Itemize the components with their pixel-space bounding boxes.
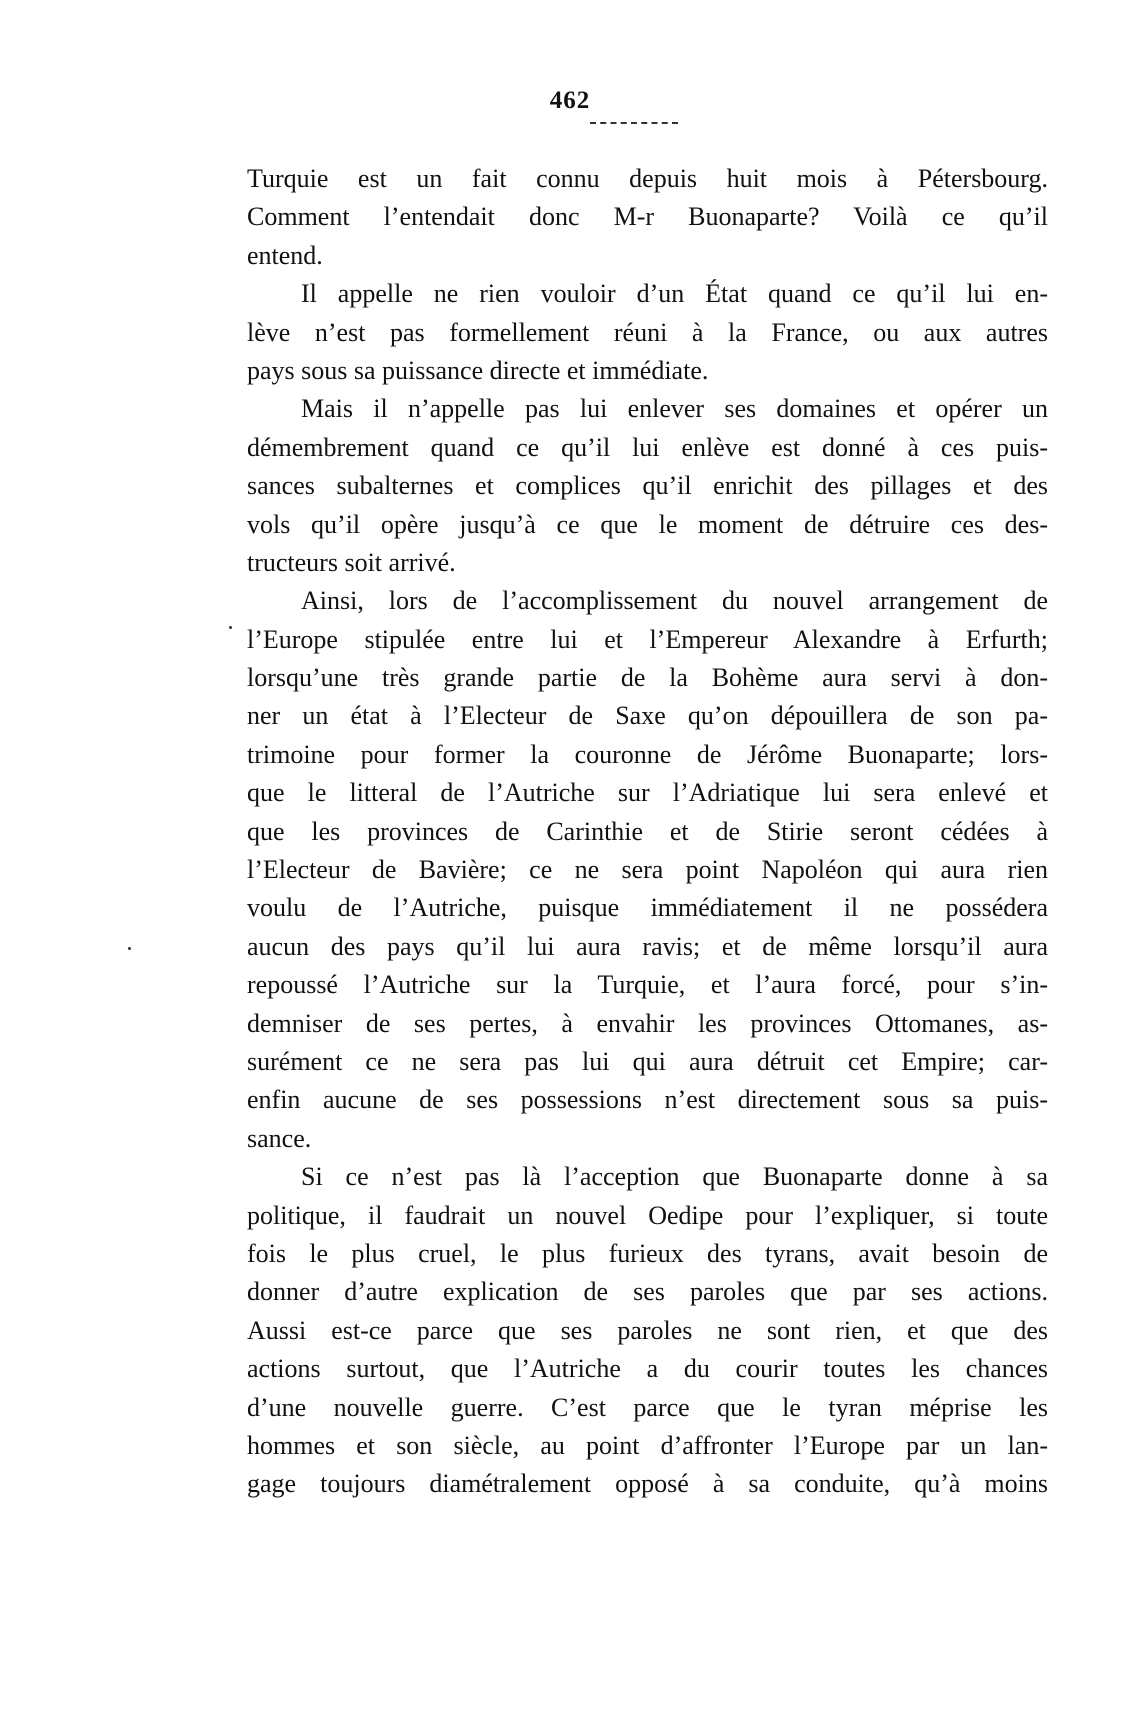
text-line: donner d’autre explication de ses paroles que par ses actions. xyxy=(247,1277,1048,1307)
text-line: repoussé l’Autriche sur la Turquie, et l’aura forcé, pour s’in- xyxy=(247,970,1048,1000)
text-line: sance. xyxy=(247,1123,312,1153)
text-line: Turquie est un fait connu depuis huit mois à Pétersbourg. xyxy=(247,164,1048,193)
text-line: ner un état à l’Electeur de Saxe qu’on dépouillera de son pa- xyxy=(247,701,1048,731)
text-line: Si ce n’est pas là l’acception que Buonaparte donne à sa xyxy=(301,1162,1048,1192)
text-line: entend. xyxy=(247,240,323,270)
text-line: demniser de ses pertes, à envahir les provinces Ottomanes, as- xyxy=(247,1008,1048,1038)
text-line: politique, il faudrait un nouvel Oedipe pour l’expliquer, si toute xyxy=(247,1200,1048,1230)
text-line: l’Electeur de Bavière; ce ne sera point Napoléon qui aura rien xyxy=(247,855,1048,885)
text-line: sances subalternes et complices qu’il enrichit des pillages et des xyxy=(247,471,1048,501)
text-line: actions surtout, que l’Autriche a du courir toutes les chances xyxy=(247,1354,1048,1384)
page-number: 462 xyxy=(549,87,591,114)
text-line: tructeurs soit arrivé. xyxy=(247,547,456,577)
text-line: d’une nouvelle guerre. C’est parce que le tyran méprise les xyxy=(247,1392,1048,1422)
margin-speck xyxy=(128,947,131,950)
text-line: hommes et son siècle, au point d’affronter l’Europe par un lan- xyxy=(247,1430,1048,1460)
text-line: que les provinces de Carinthie et de Stirie seront cédées à xyxy=(247,816,1048,846)
text-line: vols qu’il opère jusqu’à ce que le moment de détruire ces des- xyxy=(247,509,1048,539)
text-line: Comment l’entendait donc M-r Buonaparte? Voilà ce qu’il xyxy=(247,202,1048,232)
text-line: trimoine pour former la couronne de Jérôme Buonaparte; lors- xyxy=(247,739,1048,769)
text-line: enfin aucune de ses possessions n’est directement sous sa puis- xyxy=(247,1085,1048,1115)
text-line: lève n’est pas formellement réuni à la France, ou aux autres xyxy=(247,317,1048,347)
text-line: Il appelle ne rien vouloir d’un État quand ce qu’il lui en- xyxy=(301,279,1048,309)
text-line: aucun des pays qu’il lui aura ravis; et de même lorsqu’il aura xyxy=(247,931,1048,961)
margin-speck xyxy=(229,626,232,629)
text-line: pays sous sa puissance directe et immédiate. xyxy=(247,355,709,385)
text-line: Aussi est-ce parce que ses paroles ne sont rien, et que des xyxy=(247,1315,1048,1345)
text-line: fois le plus cruel, le plus furieux des tyrans, avait besoin de xyxy=(247,1238,1048,1268)
text-line: que le litteral de l’Autriche sur l’Adriatique lui sera enlevé et xyxy=(247,778,1048,808)
text-line: Mais il n’appelle pas lui enlever ses domaines et opérer un xyxy=(301,394,1048,424)
text-line: gage toujours diamétralement opposé à sa conduite, qu’à moins xyxy=(247,1469,1048,1499)
body-text xyxy=(247,160,1048,1504)
page-number-rule xyxy=(590,122,678,124)
text-line: Ainsi, lors de l’accomplissement du nouvel arrangement de xyxy=(301,586,1048,616)
text-line: surément ce ne sera pas lui qui aura détruit cet Empire; car- xyxy=(247,1046,1048,1076)
text-line: lorsqu’une très grande partie de la Bohème aura servi à don- xyxy=(247,663,1048,693)
text-line: démembrement quand ce qu’il lui enlève est donné à ces puis- xyxy=(247,432,1048,462)
text-line: voulu de l’Autriche, puisque immédiatement il ne possédera xyxy=(247,893,1048,923)
text-line: l’Europe stipulée entre lui et l’Empereur Alexandre à Erfurth; xyxy=(247,624,1048,654)
